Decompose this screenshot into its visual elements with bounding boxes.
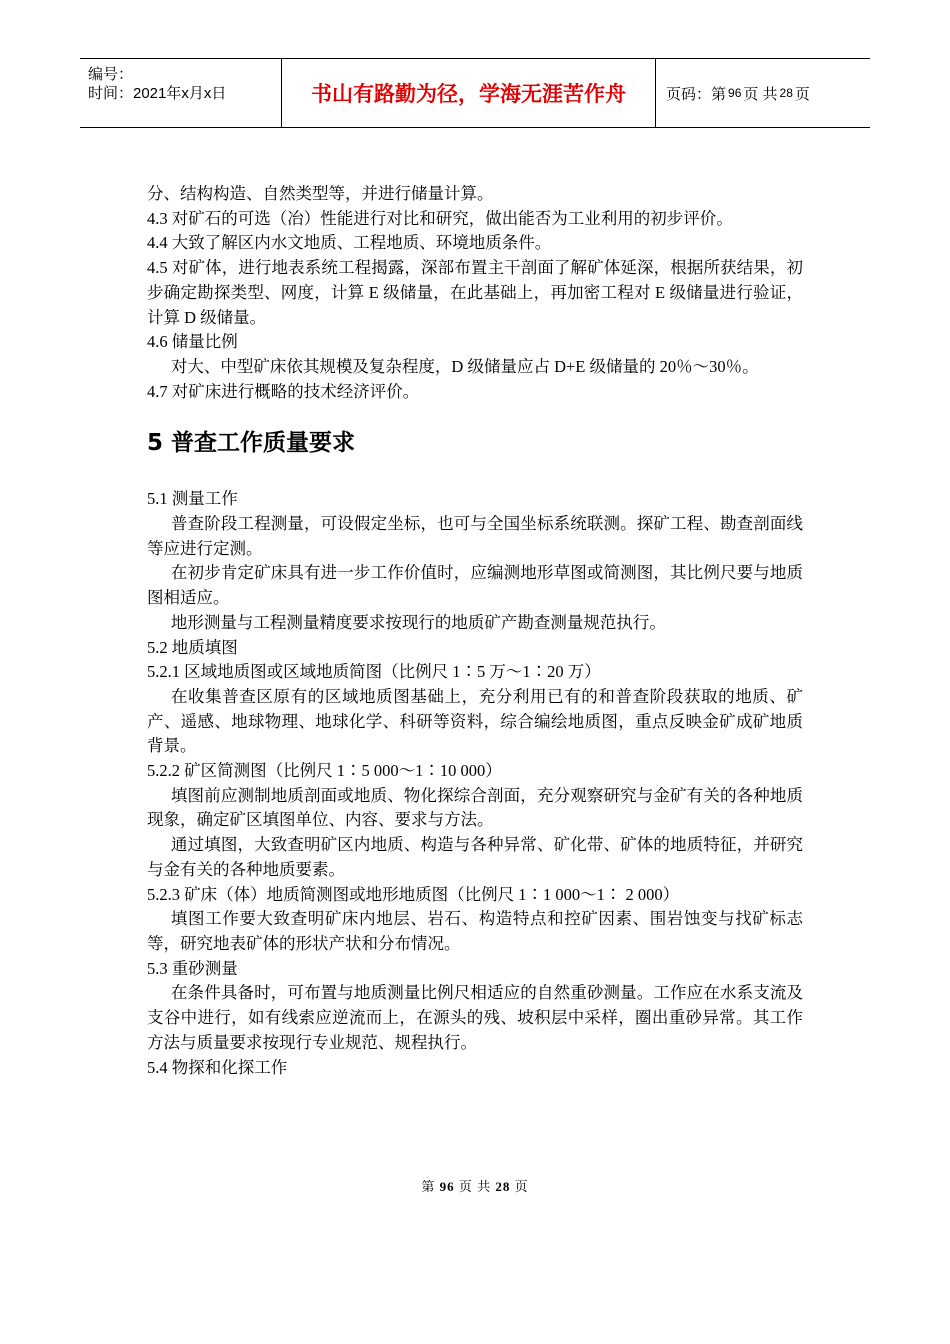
header-page-mid: 页 共 bbox=[743, 85, 778, 103]
paragraph: 在初步肯定矿床具有进一步工作价值时，应编测地形草图或简测图，其比例尺要与地质图相适应。 bbox=[147, 563, 803, 608]
subsection-heading: 5.3 重砂测量 bbox=[147, 958, 238, 978]
header-page-current: 96 bbox=[728, 86, 742, 100]
footer-prefix: 第 bbox=[421, 1179, 436, 1194]
paragraph: 普查阶段工程测量，可设假定坐标，也可与全国坐标系统联测。探矿工程、勘查剖面线等应进行定测。 bbox=[147, 514, 803, 558]
paragraph: 4.7 对矿床进行概略的技术经济评价。 bbox=[147, 381, 420, 401]
subsection-heading: 4.6 储量比例 bbox=[147, 332, 238, 352]
header-page-total: 28 bbox=[779, 86, 793, 100]
header-page-info bbox=[656, 59, 870, 127]
paragraph: 通过填图，大致查明矿区内地质、构造与各种异常、矿化带、矿体的地质特征，并研究与金有关的各种地质要素。 bbox=[147, 835, 803, 879]
paragraph: 在收集普查区原有的区域地质图基础上，充分利用已有的和普查阶段获取的地质、矿产、遥感、地球物理、地球化学、科研等资料，综合编绘地质图，重点反映金矿成矿地质背景。 bbox=[147, 686, 803, 756]
footer-page-current: 96 bbox=[439, 1179, 455, 1194]
paragraph: 在条件具备时，可布置与地质测量比例尺相适应的自然重砂测量。工作应在水系支流及支谷中进行，如有线索应逆流而上，在源头的残、坡积层中采样，圈出重砂异常。其工作方法与质量要求按现行专业规范、规程执行。 bbox=[147, 983, 803, 1052]
subsection-heading: 5.2.1 区域地质图或区域地质简图（比例尺 1∶5 万～1∶20 万） bbox=[147, 662, 601, 682]
paragraph: 对大、中型矿床依其规模及复杂程度，D 级储量应占 D+E 级储量的 20％～30％。 bbox=[170, 356, 759, 376]
paragraph: 4.4 大致了解区内水文地质、工程地质、环境地质条件。 bbox=[147, 233, 552, 253]
subsection-heading: 5.2 地质填图 bbox=[147, 637, 238, 657]
header-page-suffix: 页 bbox=[794, 85, 810, 103]
header-motto: 书山有路勤为径，学海无涯苦作舟 bbox=[282, 59, 656, 127]
header-page-prefix: 页码：第 bbox=[666, 85, 727, 103]
paragraph: 地形测量与工程测量精度要求按现行的地质矿产勘查测量规范执行。 bbox=[170, 612, 666, 632]
page-footer bbox=[0, 1176, 950, 1195]
footer-suffix: 页 bbox=[514, 1179, 529, 1194]
subsection-heading: 5.2.3 矿床（体）地质简测图或地形地质图（比例尺 1∶1 000～1∶ 2 000） bbox=[147, 884, 680, 904]
subsection-heading: 5.4 物探和化探工作 bbox=[147, 1057, 288, 1077]
paragraph: 4.3 对矿石的可选（冶）性能进行对比和研究，做出能否为工业利用的初步评价。 bbox=[147, 208, 733, 228]
subsection-heading: 5.2.2 矿区简测图（比例尺 1∶5 000～1∶10 000） bbox=[147, 761, 502, 781]
paragraph: 填图前应测制地质剖面或地质、物化探综合剖面，充分观察研究与金矿有关的各种地质现象，确定矿区填图单位、内容、要求与方法。 bbox=[147, 785, 803, 830]
paragraph: 4.5 对矿体，进行地表系统工程揭露，深部布置主干剖面了解矿体延深，根据所获结果，初步确定勘探类型、网度，计算 E 级储量，在此基础上，再加密工程对 E 级储量进行验证，计算 D 级储量。 bbox=[147, 258, 803, 327]
document-time-label: 时间：2021年x月x日 bbox=[88, 85, 227, 102]
footer-mid: 页 共 bbox=[458, 1179, 492, 1194]
page-header bbox=[80, 58, 870, 128]
footer-page-total: 28 bbox=[495, 1179, 511, 1194]
document-body bbox=[147, 182, 803, 1080]
header-meta bbox=[80, 59, 282, 127]
paragraph: 填图工作要大致查明矿床内地层、岩石、构造特点和控矿因素、围岩蚀变与找矿标志等，研究地表矿体的形状产状和分布情况。 bbox=[147, 909, 803, 953]
subsection-heading: 5.1 测量工作 bbox=[147, 489, 238, 509]
paragraph: 分、结构构造、自然类型等，并进行储量计算。 bbox=[147, 184, 494, 203]
document-number-label: 编号： bbox=[88, 66, 134, 83]
section-heading: 5 普查工作质量要求 bbox=[147, 430, 356, 457]
